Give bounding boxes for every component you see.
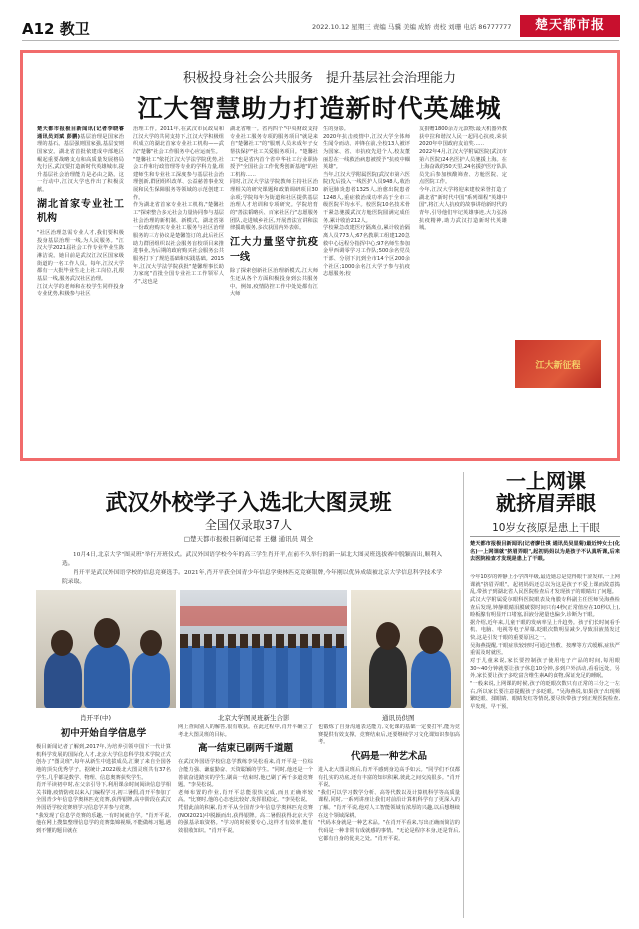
newspaper-logo: 楚天都市报 (520, 15, 620, 37)
lead-subhead-2: 江大力量坚守抗疫一线 (230, 236, 318, 263)
lead-article-photo (515, 340, 601, 388)
lead-paragraph: "社区治理急需专业人才,我们要积极投身基层治理一线,为人民服务。"江汉大学2021届社会工作专业毕业生陈淋洁说。她目前是武汉江汉区国家级街道的一名工作人员。每年,江汉大学都有一大批毕业生走上社工岗位,扎根基层一线,服务武汉社区治理。 (37, 230, 124, 282)
article2-paragraph: 网上查阅别人的解答,很有收获。在此过程中,肖开平确立了考北大图灵班的目标。 (178, 724, 313, 738)
photo-caption-1: 肖开平(中) (80, 714, 112, 722)
lead-paragraph: 湖北省唯一。省内四个"中央财政支持专业社工服务专项的服务项目"就是来自"楚馨社工"的"服刑人员未成年子女帮扶保护"社工关爱服务项目。"楚馨社工"也是省内首个省中华社工行业职协授予"全国社会工作优秀创新基地"的社工机构…… (230, 126, 318, 178)
lead-column-3 (230, 126, 318, 452)
photo-figure-head (140, 630, 162, 656)
article3-subtitle: 10岁女孩原是患上干眼 (492, 522, 600, 534)
article2-paragraph: 在武汉外国语学校信息学教练李昊松看来,肖开平是一位综合能力强、谦虚勤奋、天资聪颖的学生。"同时,他还是一个善欲奋进踏实的学生,刷高一结束时,他已刷了两千多道竞赛题。"李昊松说。 (178, 759, 313, 789)
article2-subtitle: 全国仅录取37人 (204, 518, 293, 532)
article2-byline: □楚天都市报极目新闻记者 王樾 通讯员 周全 (183, 535, 314, 543)
article2-paragraph: 极目新闻记者了解到,2017年,为培养引领中国下一代计算机科学发展的国际化人才,北京大学信息科学技术学院正式创办了"图灵班",每年从新生中选拔成员,汇聚了来自全国各地的顶尖优秀学子。据统计,2022级北大图灵班共有37名学生,几乎都是数学、物理、信息奥赛获奖学生。 (36, 743, 171, 781)
photo-crowd-heads (180, 634, 347, 648)
lead-article-kicker: 积极投身社会公共服务 提升基层社会治理能力 (182, 71, 456, 86)
lead-paragraph: 同时,江汉大学法学院教师主持社区治理相关的研究课题和政策调研项目30余项;学院每年为街道和社区提供基层治理人才培训和专项研究。学院培育的"善法韬略兵、百家社区行"志愿服务团队,走进城乡社区,开展普法宣讲和法律援助服务,多次获国内外表彰。 (230, 179, 318, 232)
article2-subhead-2: 高一结束已刷两千道题 (197, 743, 293, 755)
lead-paragraph: "楚馨社工"依托江汉大学法学院优势,社会工作和行政管理等专业的学科力量,组建师生和专业社工深度参与基层社会治理创新,群团组织改革、公益慈善事业发展和民生保障服务等领域的示范创建工作。 (133, 156, 224, 201)
article2-paragraph: "我们可以学习数学分析、高等代数以及计算机科学等高质量课程,同时,一系列讲座让我们对前沿计算机科学有了更深入的了解。"肖开平说,他对人工智能领域有浓厚的兴趣,以后想继续在这个领域深耕。 (318, 789, 460, 819)
article3-title (466, 470, 626, 515)
article2-column-3 (318, 724, 460, 918)
article2-intro (62, 551, 442, 587)
lead-paragraph: 今年,江汉大学将迎来建校荣誉打造了湖北省"新时代中国"系列课程"英雄中国",将江大人抗疫的故事讲给新时代的青年,引导他们牢记英雄事迹,大力弘扬抗疫精神,助力武汉打造新时代英雄城。 (419, 187, 507, 232)
issue-info: 2022.10.12 星期三 责编 马骥 美编 成娇 责校 刘珊 电话 86777777 (312, 23, 512, 31)
article2-column-2 (178, 724, 313, 918)
article2-paragraph: 老师布置的作业,肖开平总能很快完成,而且正确率较高。"比赛时,他的心态也比较好,发挥很稳定。"李昊松说。 (178, 789, 313, 804)
photo-figure (411, 650, 451, 708)
photo-banner (180, 606, 347, 626)
article3-paragraph: "一般来说,上网课的时候,孩子的眨眼次数只有正常的三分之一左右,所以家长要注意提醒孩子多眨眼。"吴海燕说,如果孩子出现频繁眨眼、揉眼睛、眼睛发红等情况,要尽快带孩子到正规医院检查,早发现、早干预。 (470, 680, 620, 710)
lead-paragraph: 除了探索创新社区治理新模式,江大师生还从各个方面积极投身到公共服务中。例如,疫情防控工作中处处都有江大师 (230, 268, 318, 298)
article3-title-line-1: 一上网课 (506, 469, 586, 493)
photo-caption-3: 通讯员供图 (382, 714, 415, 722)
article2-subhead-1: 初中开始自学信息学 (60, 728, 147, 739)
photo-figure-head (94, 618, 120, 648)
article3-paragraph: 对于儿童来说,家长要控制孩子使用电子产品的时间,每用眼30~40分钟就要让孩子休息10分钟,多到户外活动,看看远处。另外,家长要让孩子多吃富含维生素A的食物,保证充足的睡眠。 (470, 658, 620, 680)
article3-title-line-2: 就挤眉弄眼 (496, 491, 596, 516)
lead-column-2 (133, 126, 224, 452)
lead-paragraph: 基层治理是国家治理的基石。基层强则国家强,基层安则国家安。湖北省首批依建成中部地区崛起重要战略支点和高质量发展格局先行区,武汉要打造新时代英雄城市,提升基层社会治理能力是必由之路。这一行动中,江汉大学也作出了积极贡献。 (37, 133, 124, 194)
article2-column-1 (36, 724, 171, 918)
article2-paragraph: "我发现了信息学竞赛的乐趣,一有时间就自学。"肖开平说,他在网上搜集整理信息学的竞赛集锦视频,不能做练习题,遇到不懂的题目就在 (36, 812, 171, 834)
photo-student-portrait (36, 590, 176, 708)
lead-paragraph: 治理工作。2011年,在武汉市民政局和江汉大学的共同支持下,江汉大学积极组织成立的湖北首家专业社工机构——武汉"楚馨"社会工作服务中心应运而生。 (133, 126, 224, 155)
lead-column-4 (323, 126, 410, 452)
article2-intro-paragraph: 10月4日,北京大学"图灵班"举行开班仪式。武汉外国语学校今年的高三学生肖开平,在前不久举行的新一届北大图灵班选拔赛中脱颖而出,顺利入选。 (62, 552, 442, 567)
article2-subhead-3: 代码是一种艺术品 (350, 750, 427, 762)
article2-paragraph: "代码本身就是一种艺术品。"在肖开平看来,写出正确而简洁的代码是一种非常有成就感的事情。"无论是程序本身,还是背后,它都有自身的优美之处。"肖开平说。 (318, 820, 460, 842)
header-divider (22, 40, 619, 41)
article3-paragraph: 今年10岁的钟静上小学四年级,最近她总是觉得眼干涩发痒,一上网课就"挤眉弄眼"。起初妈妈还总以为这是孩子不爱上课而故意捣乱,带孩子到湖北省人民医院检查后才发现孩子的眼睛出了问题。 (470, 574, 620, 596)
photo-figure (132, 652, 170, 708)
lead-subhead-1: 湖北首家专业社工机构 (37, 198, 124, 225)
lead-paragraph: 当年,江汉大学附属医院(武汉市第六医院)先后投入一线医护人员948人,收治新冠肺炎患者1325人,治愈出院患者1248人,重症救治成功率高于全市三级医院平均水平。校医院10名技术骨干紧急驰援武汉方舱医院圆满完成任务,累计收治212人。 (323, 171, 410, 224)
column-divider (463, 472, 464, 918)
article3-paragraph: 吴海燕提醒,干眼症状较轻时可通过热敷、按摩等方式缓解,症状严重需及时就医。 (470, 642, 620, 657)
lead-article-title: 江大智慧助力打造新时代英雄城 (137, 94, 502, 123)
article3-byline: 楚天都市报极目新闻讯(记者廖仕祺 通讯员吴显菊)最近钟女士(化名)一上网课就"挤眉弄眼",起初妈妈以为是孩子不认真听课,后来去医院检查才发现是患上了干眼。 (470, 541, 620, 563)
lead-paragraph: 作为湖北省首家专业社工机构,"楚馨社工"探索整合多元社会力量协同参与基层社会治理的新机制、新模式。湖北省第一份政府购买专业社工服务与社区治理服务的三方协议是楚馨签订的,此后社区助力群团组织以社会服务盲校项目来推进事业,为后期的政府购买社会服务公共服务打下了规范基础和实践基础。2015年,江汉大学法学院获批"楚馨理事长助力家庭"首批全国专业社工工作领军人才",这也是 (133, 202, 224, 285)
lead-column-1 (37, 126, 124, 452)
photo-figure (84, 644, 130, 708)
photo-figure (44, 652, 82, 708)
article3-divider (470, 536, 620, 537)
article3-paragraph: 武汉大学附属爱尔眼科医院眼表及角膜专科副主任医师吴海燕检查后发现,钟静眼睛泪膜破裂时间只有4秒(正常值应在10秒以上),睑板腺有明显开口堵塞,泪液分泌量也偏少,诊断为干眼。 (470, 596, 620, 619)
lead-column-5 (419, 126, 507, 452)
photo-figure-head (51, 630, 73, 656)
article2-paragraph: 进入北大图灵班后,肖开平感到身边高手如云。"同学们不仅都有扎实的功底,还有丰富的知识积累,彼此之间交流很多。"肖开平说。 (318, 766, 460, 789)
article3-paragraph: 据介绍,近年来,儿童干眼的发病率呈上升趋势。孩子们长时间看手机、电脑、电视等电子屏幕,眨眼次数明显减少,导致泪液蒸发过快,这是引发干眼的重要原因之一。 (470, 619, 620, 642)
article2-title: 武汉外校学子入选北大图灵班 (105, 490, 392, 516)
lead-paragraph: 2020年抗击疫情中,江汉大学全体师生闻令而动、冲锋在前,全校13人被评为国家、省、市抗疫先进个人,校友董丽思在一线救治病患被授予"抗疫中帼英雄"。 (323, 133, 410, 171)
photo-student-with-teacher (351, 590, 461, 708)
lead-paragraph: 江汉大学的老师和在校学生同样投身专业优势,积极参与社区 (37, 283, 124, 298)
article2-intro-paragraph: 肖开平是武汉外国语学校的信息竞赛选手。2021年,肖开平获全国青少年信息学奥林匹克竞赛银牌,今年刚以优异成绩被北京大学信息科学技术学院录取。 (62, 569, 442, 585)
lead-paragraph: 学校紧急改建医疗隔离点,累计收治隔离人员773人;67名教职工组建120急救中心远程分指挥中心;97名师生参加金甲西调零学习工作队;500余名党员干部、分别下沉到全市14个区200余个社区;1000余名江大学子参与抗疫志愿服务;校 (323, 225, 410, 278)
article2-paragraph: 凭借此前的积累,肖开平从全国青少年信息学奥林匹克竞赛(NOI2021)中脱颖而出,获得银牌。高二暑假获得北京大学的强基录取资格。"学习的时候要专心,这样才有效率,能有效很收知识。"肖开平说。 (178, 805, 313, 834)
lead-photo-text: 江大新征程 (535, 360, 581, 371)
article2-paragraph: 肖开平读初中时,在父亲引导下,利用课余时间阅读信息学相关书籍,疫情防疫以来入门编程学习,初三暑假,肖开平参加了全国青少年信息学奥林匹克竞赛,获得银牌,高中阶段在武汉外国语学校竞赛班学习信息学并参与竞赛。 (36, 782, 171, 812)
lead-intro-bold: 楚天都市报极目新闻讯(记者李晓睿 通讯员刘斌 彭鹏) (37, 126, 124, 140)
article3-body (470, 574, 620, 920)
photo-figure-head (419, 626, 443, 654)
photo-group-class (180, 590, 347, 708)
lead-paragraph: 生的身影。 (323, 126, 349, 132)
photo-caption-2: 北京大学图灵班新生合影 (218, 714, 290, 722)
page-section-label: A12 教卫 (22, 20, 90, 38)
photo-figure-head (376, 622, 400, 650)
lead-paragraph: 2022年4月,江汉大学附属医院(武汉市第六医院)24名医护人员驰援上海。在上海奋战的50天里,24名援护医疗队队员先后参加核酸筛查、方舱医院、定点医院工作。 (419, 148, 507, 186)
article2-paragraph: 也锻炼了自身沟通表达能力,文化课的基础一定要打牢,能为竞赛提供有效支撑。竞赛结束后,还要继续学习文化课知识参加高考。 (318, 724, 460, 746)
lead-paragraph: 友捐赠1800余万元款物;最大机器外教获中拉和谐汉人民一起同心抗疫,荣获2020年中国政府友谊奖…… (419, 126, 507, 148)
photo-figure (369, 646, 407, 708)
photo-crowd (180, 646, 347, 708)
